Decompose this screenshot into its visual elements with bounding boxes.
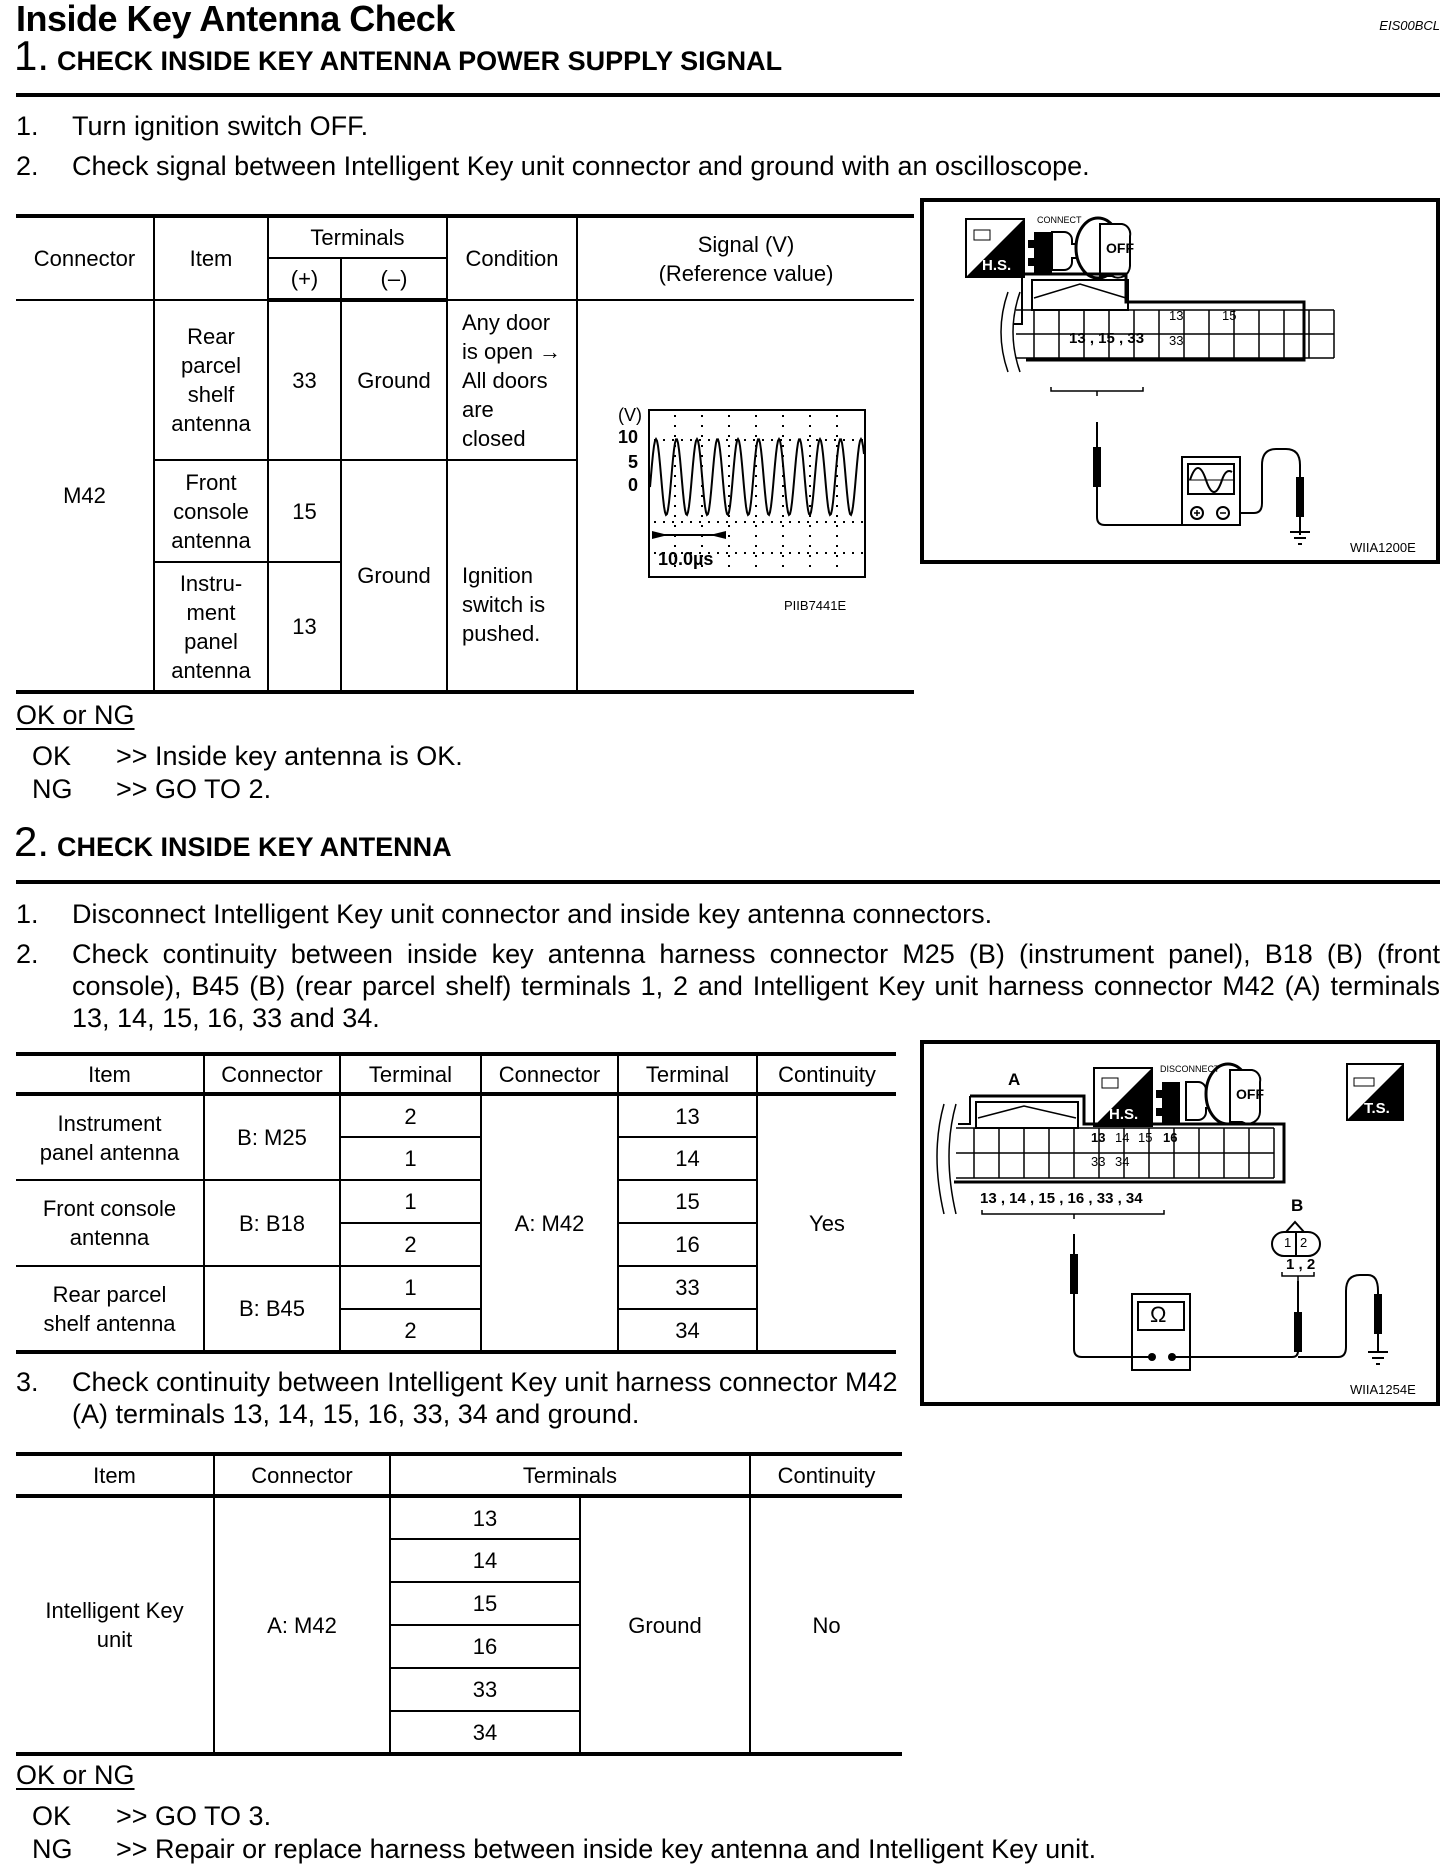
- b-pin-1: 1: [1284, 1235, 1292, 1250]
- signal-check-table: [16, 214, 914, 694]
- connector-b-label: B: [1291, 1196, 1304, 1215]
- header-condition: Condition: [447, 216, 577, 300]
- figure-1-terminal-label: 13 , 15 , 33: [1069, 330, 1145, 347]
- condition-cell: Ignition switch is pushed.: [447, 460, 577, 692]
- connector-cell: B: B18: [204, 1180, 340, 1266]
- hs-label: H.S.: [982, 257, 1012, 274]
- connector-cell: M42: [16, 300, 154, 692]
- step-1-wiring-figure: [920, 198, 1440, 564]
- pin-13: 13: [1169, 308, 1184, 323]
- scope-unit-label: (V): [618, 405, 642, 425]
- terminal-cell: 13: [390, 1496, 580, 1539]
- pin-16: 16: [1163, 1130, 1178, 1145]
- terminal-cell: 34: [390, 1711, 580, 1754]
- step-2-instruction: 1. Disconnect Intelligent Key unit connector and inside key antenna connectors.: [16, 899, 993, 929]
- figure-2-terminal-label-a: 13 , 14 , 15 , 16 , 33 , 34: [980, 1190, 1143, 1207]
- header-terminal: Terminal: [618, 1054, 757, 1094]
- hs-label: H.S.: [1109, 1106, 1139, 1123]
- pin-15: 15: [1222, 308, 1237, 323]
- header-item: Item: [16, 1054, 204, 1094]
- step-1-number: 1.: [14, 32, 50, 79]
- pin-33: 33: [1091, 1154, 1106, 1169]
- ok-ng-heading: OK or NG: [16, 700, 135, 730]
- terminal-cell: 2: [340, 1094, 481, 1137]
- section-divider: [16, 880, 1440, 884]
- header-plus: (+): [268, 258, 341, 300]
- terminal-cell: 1: [340, 1266, 481, 1309]
- step-1-title: CHECK INSIDE KEY ANTENNA POWER SUPPLY SIGNAL: [57, 46, 783, 76]
- terminal-cell: 1: [340, 1137, 481, 1180]
- connector-cell: B: B45: [204, 1266, 340, 1352]
- signal-waveform-cell: [577, 300, 914, 692]
- pin-15: 15: [1138, 1130, 1153, 1145]
- continuity-cell: No: [750, 1496, 902, 1754]
- step-2-instruction: 2. Check continuity between inside key antenna harness connector M25 (B) (instrument panel), B18 (B) (front console), B45 (B) (rear parcel shelf) terminals 1, 2 and Intelligent Key unit harness connector M42 (A) terminals 13, 14, 15, 16, 33 and 34.: [16, 939, 1440, 1033]
- section-divider: [16, 93, 1440, 97]
- pin-13: 13: [1091, 1130, 1106, 1145]
- ground-cell: Ground: [580, 1496, 750, 1754]
- header-connector: Connector: [16, 216, 154, 300]
- b-pin-2: 2: [1300, 1235, 1308, 1250]
- header-terminals: Terminals: [390, 1454, 750, 1496]
- figure-1-code: WIIA1200E: [1350, 540, 1416, 555]
- ok-result: OK >> GO TO 3. NG >> Repair or replace harness between inside key antenna and Intelligent Key unit.: [32, 1801, 1097, 1864]
- header-connector: Connector: [214, 1454, 390, 1496]
- figure-2-code: WIIA1254E: [1350, 1382, 1416, 1397]
- pin-33: 33: [1169, 333, 1184, 348]
- header-signal: Signal (V) (Reference value): [577, 216, 914, 300]
- terminal-cell: 33: [390, 1668, 580, 1711]
- header-continuity: Continuity: [757, 1054, 896, 1094]
- scope-figure-code: PIIB7441E: [784, 598, 847, 613]
- page-title: Inside Key Antenna Check: [16, 0, 455, 39]
- step-1-instruction: 2. Check signal between Intelligent Key unit connector and ground with an oscilloscope.: [16, 151, 1090, 181]
- step-2-instruction: 3. Check continuity between Intelligent Key unit harness connector M42 (A) terminals 13, 14, 15, 16, 33, 34 and ground.: [16, 1367, 898, 1429]
- scope-tick-10: 10: [618, 427, 639, 447]
- item-cell: Rear parcel shelf antenna: [16, 1266, 204, 1352]
- scope-tick-0: 0: [628, 475, 639, 495]
- header-continuity: Continuity: [750, 1454, 902, 1496]
- connector-connect-icon: [1028, 232, 1078, 274]
- a-connector-cell: A: M42: [481, 1094, 618, 1352]
- disconnect-label: DISCONNECT: [1160, 1064, 1220, 1074]
- step-1-heading: [14, 32, 782, 80]
- antenna-continuity-table: [16, 1052, 896, 1354]
- condition-cell: Any door is open → All doors are closed: [447, 300, 577, 460]
- step-1-instruction: 1. Turn ignition switch OFF.: [16, 111, 369, 141]
- ohm-symbol: Ω: [1150, 1302, 1167, 1327]
- terminal-cell: 2: [340, 1223, 481, 1266]
- connector-cell: B: M25: [204, 1094, 340, 1180]
- terminal-cell: 15: [390, 1582, 580, 1625]
- item-cell: Instru- ment panel antenna: [154, 562, 268, 692]
- plus-terminal-cell: 33: [268, 300, 341, 460]
- wiring-diagram: [924, 202, 1436, 560]
- terminal-cell: 1: [340, 1180, 481, 1223]
- a-terminal-cell: 34: [618, 1309, 757, 1352]
- terminal-cell: 16: [390, 1625, 580, 1668]
- step-2-title: CHECK INSIDE KEY ANTENNA: [57, 832, 452, 862]
- scope-tick-5: 5: [628, 452, 639, 472]
- header-item: Item: [16, 1454, 214, 1496]
- header-minus: (–): [341, 258, 447, 300]
- minus-terminal-cell: Ground: [341, 460, 447, 692]
- continuity-diagram: [924, 1044, 1436, 1402]
- oscilloscope-waveform: [618, 401, 878, 613]
- plus-terminal-cell: 13: [268, 562, 341, 692]
- ok-result: OK >> Inside key antenna is OK. NG >> GO TO 2.: [32, 741, 463, 804]
- pin-14: 14: [1115, 1130, 1130, 1145]
- item-cell: Rear parcel shelf antenna: [154, 300, 268, 460]
- header-connector: Connector: [204, 1054, 340, 1094]
- terminal-cell: 2: [340, 1309, 481, 1352]
- item-cell: Intelligent Key unit: [16, 1496, 214, 1754]
- plus-terminal-cell: 15: [268, 460, 341, 562]
- step-2-number: 2.: [14, 818, 50, 865]
- minus-terminal-cell: Ground: [341, 300, 447, 460]
- step-2-heading: [14, 818, 452, 866]
- step-2-wiring-figure: [920, 1040, 1440, 1406]
- item-cell: Front console antenna: [154, 460, 268, 562]
- header-terminals: Terminals: [268, 216, 447, 258]
- scope-time-label: 10.0µs: [658, 549, 714, 569]
- a-terminal-cell: 13: [618, 1094, 757, 1137]
- document-code: EIS00BCL: [1379, 18, 1440, 33]
- header-connector: Connector: [481, 1054, 618, 1094]
- ts-label: T.S.: [1364, 1100, 1390, 1117]
- continuity-cell: Yes: [757, 1094, 896, 1352]
- header-item: Item: [154, 216, 268, 300]
- pin-34: 34: [1115, 1154, 1130, 1169]
- figure-2-terminal-label-b: 1 , 2: [1286, 1256, 1316, 1273]
- terminal-cell: 14: [390, 1539, 580, 1582]
- off-label: OFF: [1236, 1086, 1264, 1102]
- ok-ng-heading: OK or NG: [16, 1760, 135, 1790]
- connector-cell: A: M42: [214, 1496, 390, 1754]
- connector-a-label: A: [1008, 1070, 1021, 1089]
- connector-m42: [1001, 274, 1334, 396]
- item-cell: Instrument panel antenna: [16, 1094, 204, 1180]
- header-terminal: Terminal: [340, 1054, 481, 1094]
- connect-label: CONNECT: [1037, 215, 1082, 225]
- a-terminal-cell: 14: [618, 1137, 757, 1180]
- off-label: OFF: [1106, 240, 1134, 256]
- item-cell: Front console antenna: [16, 1180, 204, 1266]
- connector-disconnect-icon: [1156, 1082, 1212, 1124]
- ground-continuity-table: [16, 1452, 902, 1756]
- a-terminal-cell: 15: [618, 1180, 757, 1223]
- a-terminal-cell: 33: [618, 1266, 757, 1309]
- oscilloscope-icon: [1182, 457, 1240, 525]
- a-terminal-cell: 16: [618, 1223, 757, 1266]
